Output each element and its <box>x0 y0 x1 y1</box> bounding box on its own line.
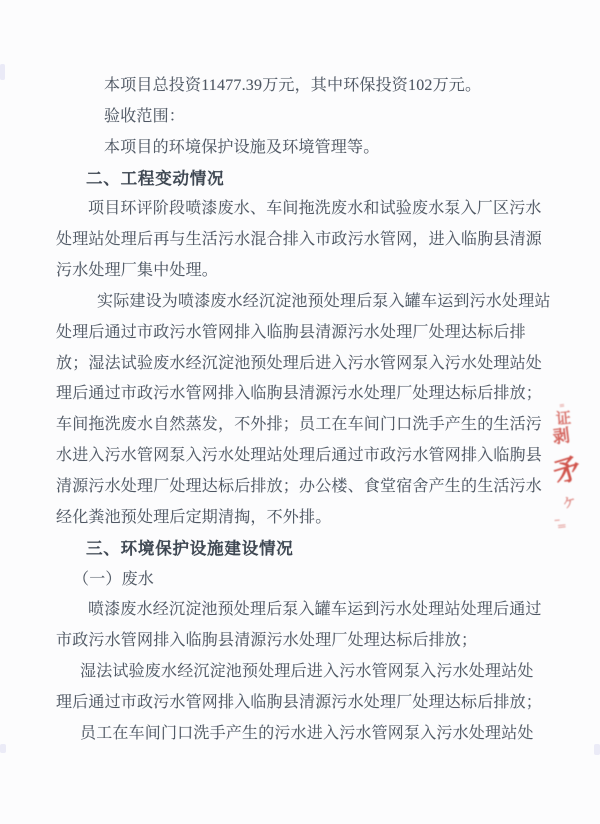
text-line: 湿法试验废水经沉淀池预处理后进入污水管网泵入污水处理站处 <box>80 663 534 681</box>
text-line: 验收范围： <box>104 107 186 125</box>
text-line: 理后通过市政污水管网排入临朐县清源污水处理厂处理达标后排放； <box>56 385 543 403</box>
text-line: 本项目总投资11477.39万元，其中环保投资102万元。 <box>104 77 482 94</box>
text-line: 喷漆废水经沉淀池预处理后泵入罐车运到污水处理站处理后通过 <box>88 601 542 619</box>
scan-artifact <box>0 64 5 80</box>
text-line: 本项目的环境保护设施及环境管理等。 <box>104 138 380 156</box>
text-line: 处理站处理后再与生活污水混合排入市政污水管网，进入临朐县清源 <box>56 231 543 249</box>
text-line: 理后通过市政污水管网排入临朐县清源污水处理厂处理达标后排放； <box>56 693 543 711</box>
section-heading: 三、环境保护设施建设情况 <box>86 538 294 558</box>
scan-artifact <box>0 744 6 753</box>
stamp-mark: ﹦ <box>556 399 568 412</box>
text-line: 员工在车间门口洗手产生的污水进入污水管网泵入污水处理站处 <box>80 724 534 742</box>
stamp-mark: 矛 <box>550 452 585 491</box>
scan-artifact <box>594 744 600 755</box>
text-line: 清源污水处理厂处理达标后排放；办公楼、食堂宿舍产生的生活污水 <box>56 477 543 495</box>
stamp-mark: 证 <box>555 408 572 428</box>
stamp-mark: ケ <box>561 494 578 513</box>
text-line: 实际建设为喷漆废水经沉淀池预处理后泵入罐车运到污水处理站 <box>97 292 551 310</box>
section-heading: 二、工程变动情况 <box>86 168 225 188</box>
text-line: 放；湿法试验废水经沉淀池预处理后进入污水管网泵入污水处理站处 <box>56 354 543 372</box>
text-line: （一）废水 <box>73 570 155 588</box>
text-line: 市政污水管网排入临朐县清源污水处理厂处理达标后排放； <box>56 632 478 650</box>
text-lines <box>56 71 552 750</box>
stamp-mark: ﹣ <box>550 511 564 527</box>
stamp-mark: ＝ <box>556 521 568 534</box>
text-line: 处理后通过市政污水管网排入临朐县清源污水处理厂处理达标后排 <box>56 323 526 341</box>
text-line: 经化粪池预处理后定期清掏，不外排。 <box>56 508 332 526</box>
text-line: 水进入污水管网泵入污水处理站处理后通过市政污水管网排入临朐县 <box>56 447 543 465</box>
stamp-mark: 剥 <box>551 426 572 448</box>
text-line: 污水处理厂集中处理。 <box>56 262 219 280</box>
text-line: 车间拖洗废水自然蒸发，不外排；员工在车间门口洗手产生的生活污 <box>56 416 543 434</box>
text-line: 项目环评阶段喷漆废水、车间拖洗废水和试验废水泵入厂区污水 <box>88 200 542 218</box>
